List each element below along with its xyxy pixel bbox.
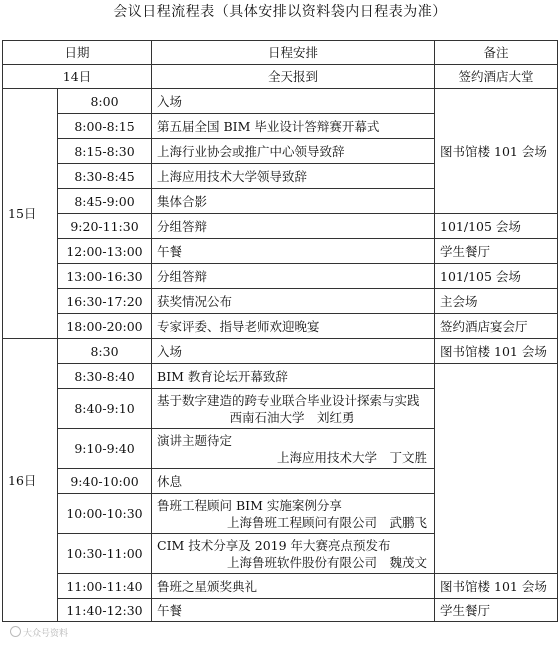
time-cell: 8:00-8:15 (58, 114, 152, 139)
time-cell: 8:45-9:00 (58, 189, 152, 214)
event-cell: 入场 (152, 339, 435, 364)
event-cell (152, 534, 435, 574)
speaker-line: 上海鲁班软件股份有限公司 魏茂文 (227, 554, 428, 570)
event-cell: 分组答辩 (152, 264, 435, 289)
time-cell: 9:40-10:00 (58, 469, 152, 494)
table-row (3, 239, 558, 264)
time-cell: 12:00-13:00 (58, 239, 152, 264)
event-cell: 鲁班之星颁奖典礼 (152, 574, 435, 599)
time-cell: 8:30 (58, 339, 152, 364)
event-cell: 第五届全国 BIM 毕业设计答辩赛开幕式 (152, 114, 435, 139)
speaker-line: 上海鲁班工程顾问有限公司 武鹏飞 (227, 514, 428, 530)
document-title: 会议日程流程表（具体安排以资料袋内日程表为准） (113, 4, 447, 20)
remark-cell: 图书馆楼 101 会场 (435, 339, 558, 364)
event-cell: 获奖情况公布 (152, 289, 435, 314)
table-row (3, 314, 558, 339)
time-cell: 10:00-10:30 (58, 494, 152, 534)
watermark-text: 大众号资料 (23, 629, 69, 639)
time-cell: 8:15-8:30 (58, 139, 152, 164)
watermark-icon (10, 626, 21, 637)
header-row (3, 41, 558, 65)
time-cell: 18:00-20:00 (58, 314, 152, 339)
table-row (3, 599, 558, 622)
event-cell: 集体合影 (152, 189, 435, 214)
remark-cell (435, 364, 558, 574)
event-cell: 休息 (152, 469, 435, 494)
event-cell (152, 494, 435, 534)
table-row (3, 264, 558, 289)
header-schedule: 日程安排 (152, 41, 435, 65)
time-cell: 10:30-11:00 (58, 534, 152, 574)
remark-cell: 学生餐厅 (435, 599, 558, 622)
event-cell: 分组答辩 (152, 214, 435, 239)
time-cell: 16:30-17:20 (58, 289, 152, 314)
remark-cell: 签约酒店大堂 (435, 65, 558, 89)
remark-cell: 主会场 (435, 289, 558, 314)
date-cell: 16日 (3, 339, 58, 622)
remark-cell: 101/105 会场 (435, 214, 558, 239)
event-cell: 全天报到 (152, 65, 435, 89)
talk-title: CIM 技术分享及 2019 年大赛亮点预发布 (157, 537, 391, 553)
date-cell: 14日 (3, 65, 152, 89)
event-cell: 专家评委、指导老师欢迎晚宴 (152, 314, 435, 339)
remark-cell: 101/105 会场 (435, 264, 558, 289)
table-row (3, 65, 558, 89)
time-cell: 8:00 (58, 89, 152, 114)
table-row (3, 574, 558, 599)
talk-title: 鲁班工程顾问 BIM 实施案例分享 (157, 497, 342, 513)
event-cell: 上海行业协会或推广中心领导致辞 (152, 139, 435, 164)
time-cell: 11:40-12:30 (58, 599, 152, 622)
event-cell: 上海应用技术大学领导致辞 (152, 164, 435, 189)
table-row (3, 89, 558, 114)
talk-title: 演讲主题待定 (157, 432, 233, 448)
event-cell (152, 429, 435, 469)
event-cell: 入场 (152, 89, 435, 114)
table-row (3, 364, 558, 389)
time-cell: 8:30-8:45 (58, 164, 152, 189)
remark-cell: 学生餐厅 (435, 239, 558, 264)
time-cell: 9:20-11:30 (58, 214, 152, 239)
watermark (10, 626, 68, 639)
conference-schedule-table (2, 40, 558, 622)
speaker-line: 上海应用技术大学 丁文胜 (277, 449, 428, 465)
event-cell: BIM 教育论坛开幕致辞 (152, 364, 435, 389)
table-row (3, 339, 558, 364)
speaker-line: 西南石油大学 刘红勇 (229, 409, 355, 425)
time-cell: 13:00-16:30 (58, 264, 152, 289)
header-remark: 备注 (435, 41, 558, 65)
remark-cell: 签约酒店宴会厅 (435, 314, 558, 339)
time-cell: 8:40-9:10 (58, 389, 152, 429)
time-cell: 11:00-11:40 (58, 574, 152, 599)
time-cell: 8:30-8:40 (58, 364, 152, 389)
talk-title: 基于数字建造的跨专业联合毕业设计探索与实践 (157, 392, 420, 408)
table-row (3, 289, 558, 314)
remark-cell: 图书馆楼 101 会场 (435, 89, 558, 214)
event-cell: 午餐 (152, 239, 435, 264)
date-cell: 15日 (3, 89, 58, 339)
header-date: 日期 (3, 41, 152, 65)
event-cell (152, 389, 435, 429)
remark-cell: 图书馆楼 101 会场 (435, 574, 558, 599)
event-cell: 午餐 (152, 599, 435, 622)
time-cell: 9:10-9:40 (58, 429, 152, 469)
table-row (3, 214, 558, 239)
